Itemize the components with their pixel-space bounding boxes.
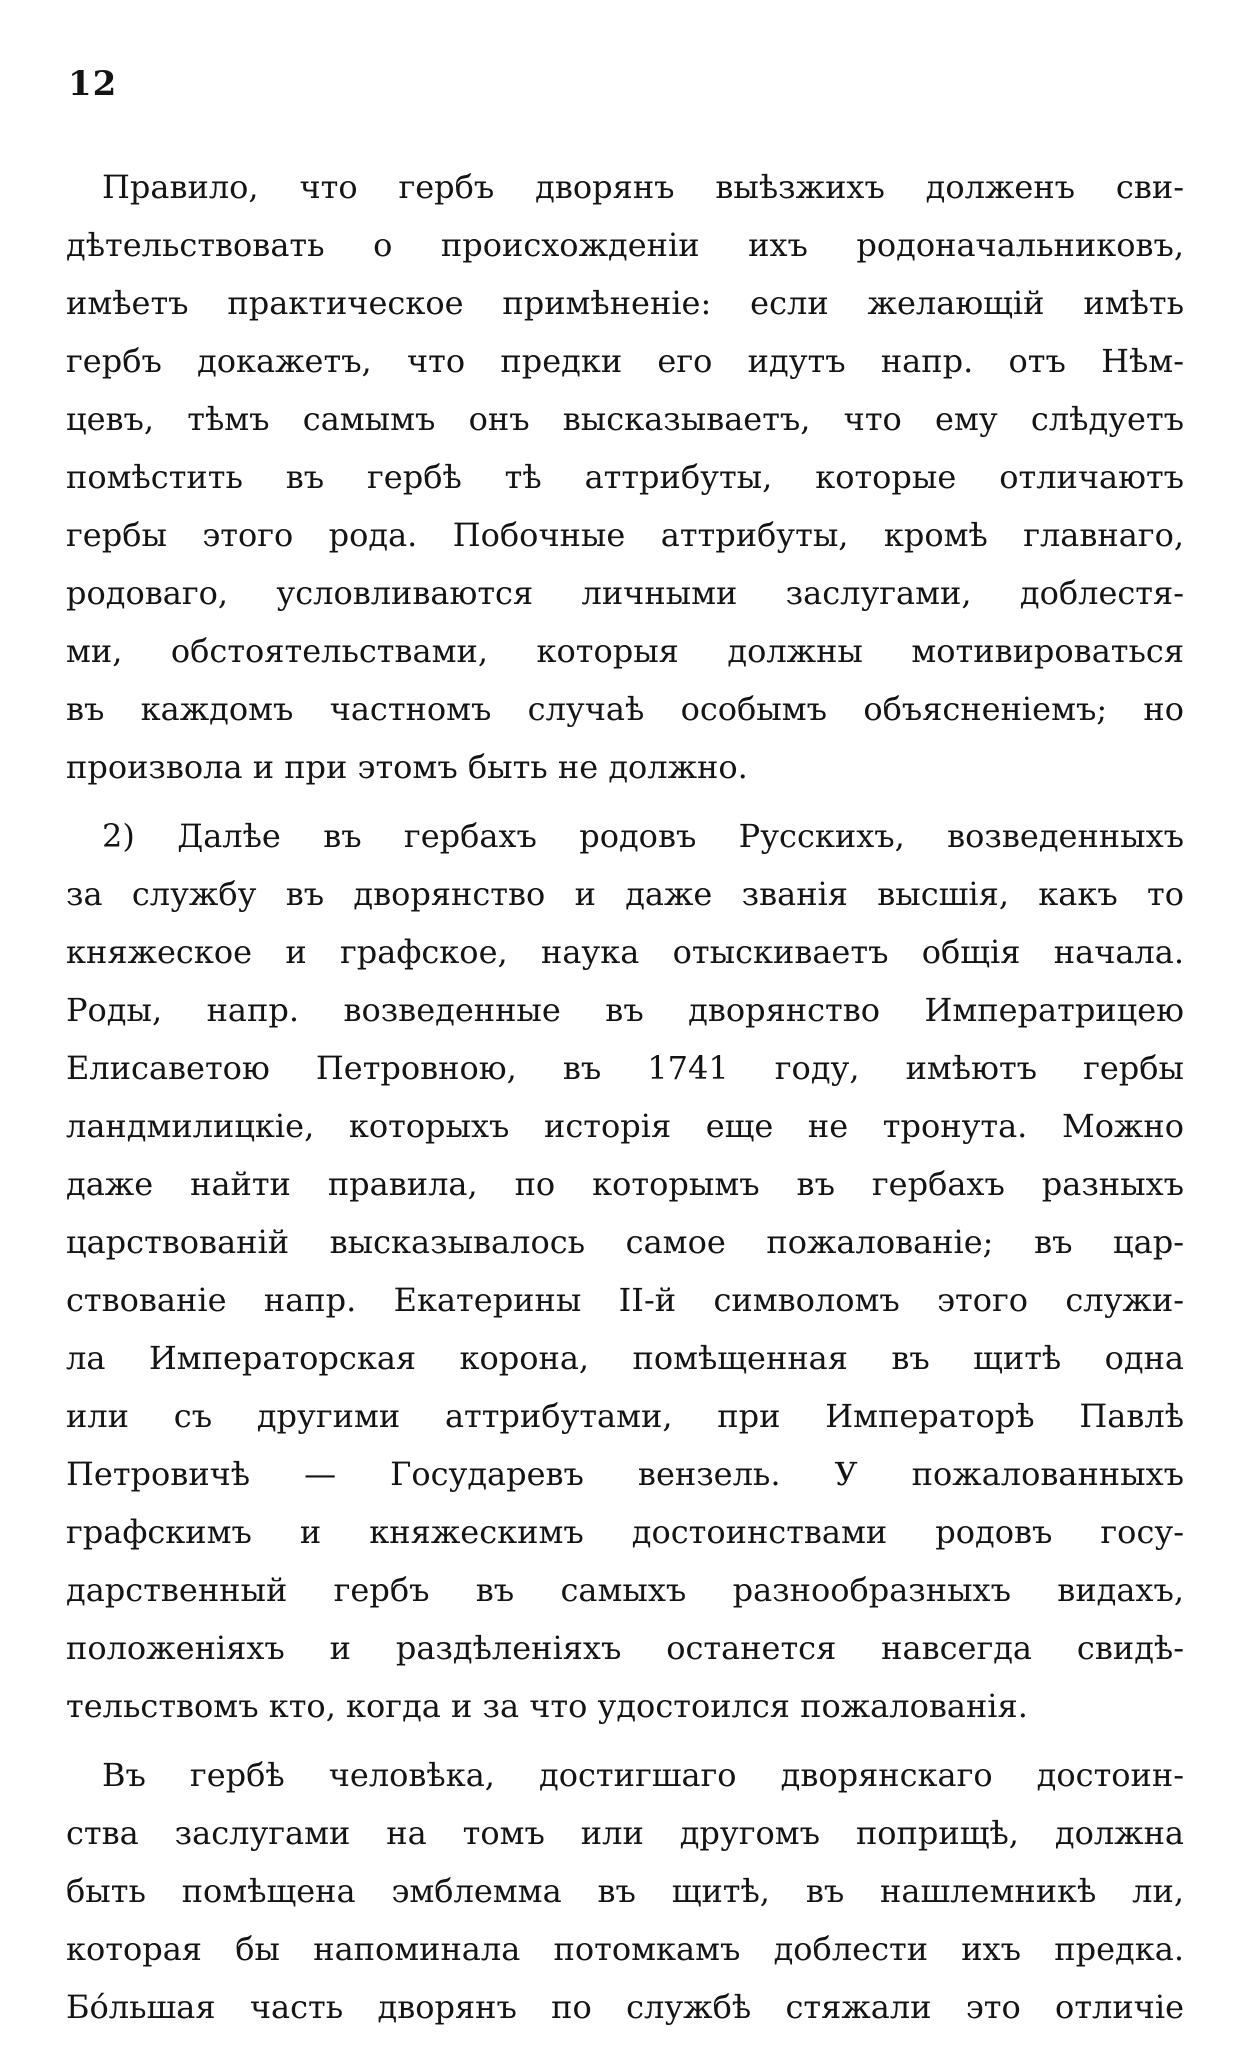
- text-line: произвола и при этомъ быть не должно.: [66, 748, 748, 786]
- paragraph-3: [66, 1746, 1184, 2036]
- text-line: положеніяхъ и раздѣленіяхъ останется навсегда свидѣ-: [66, 1629, 1184, 1667]
- text-line: родоваго, условливаются личными заслугами, доблестя-: [66, 574, 1184, 612]
- text-line: въ каждомъ частномъ случаѣ особымъ объясненіемъ; но: [66, 690, 1184, 728]
- text-line: графскимъ и княжескимъ достоинствами родовъ госу-: [66, 1513, 1184, 1551]
- text-line: дарственный гербъ въ самыхъ разнообразныхъ видахъ,: [66, 1571, 1184, 1609]
- text-line: быть помѣщена эмблемма въ щитѣ, въ нашлемникѣ ли,: [66, 1872, 1184, 1910]
- text-line: княжеское и графское, наука отыскиваетъ общія начала.: [66, 933, 1184, 971]
- text-line: гербъ докажетъ, что предки его идутъ напр. отъ Нѣм-: [66, 342, 1184, 380]
- text-line: ми, обстоятельствами, которыя должны мотивироваться: [66, 632, 1184, 670]
- text-line: царствованій высказывалось самое пожалованіе; въ цар-: [66, 1223, 1184, 1261]
- text-line: ствованіе напр. Екатерины II-й символомъ этого служи-: [66, 1281, 1184, 1319]
- text-line: помѣстить въ гербѣ тѣ аттрибуты, которые отличаютъ: [66, 458, 1184, 496]
- text-line: Въ гербѣ человѣка, достигшаго дворянскаго достоин-: [102, 1756, 1184, 1794]
- text-line: имѣетъ практическое примѣненіе: если желающій имѣть: [66, 284, 1184, 322]
- text-line: тельствомъ кто, когда и за что удостоился пожалованія.: [66, 1687, 1028, 1725]
- text-line: Роды, напр. возведенные въ дворянство Императрицею: [66, 991, 1184, 1029]
- text-line: или съ другими аттрибутами, при Императорѣ Павлѣ: [66, 1397, 1184, 1435]
- text-line: ла Императорская корона, помѣщенная въ щитѣ одна: [66, 1339, 1184, 1377]
- text-line: которая бы напоминала потомкамъ доблести ихъ предка.: [66, 1930, 1184, 1968]
- text-line: цевъ, тѣмъ самымъ онъ высказываетъ, что ему слѣдуетъ: [66, 400, 1184, 438]
- text-line: 2) Далѣе въ гербахъ родовъ Русскихъ, возведенныхъ: [102, 817, 1184, 855]
- text-body: [66, 158, 1184, 2036]
- text-line: гербы этого рода. Побочные аттрибуты, кромѣ главнаго,: [66, 516, 1184, 554]
- page-number: 12: [68, 64, 118, 104]
- text-line: за службу въ дворянство и даже званія высшія, какъ то: [66, 875, 1184, 913]
- text-line: Петровичѣ — Государевъ вензель. У пожалованныхъ: [66, 1455, 1184, 1493]
- text-line: ства заслугами на томъ или другомъ поприщѣ, должна: [66, 1814, 1184, 1852]
- paragraph-2: [66, 807, 1184, 1735]
- text-line: Бо́льшая часть дворянъ по службѣ стяжали это отличіе: [66, 1988, 1184, 2026]
- text-line: Елисаветою Петровною, въ 1741 году, имѣютъ гербы: [66, 1049, 1184, 1087]
- text-line: дѣтельствовать о происхожденіи ихъ родоначальниковъ,: [66, 226, 1184, 264]
- text-line: даже найти правила, по которымъ въ гербахъ разныхъ: [66, 1165, 1184, 1203]
- text-line: ландмилицкіе, которыхъ исторія еще не тронута. Можно: [66, 1107, 1184, 1145]
- text-line: Правило, что гербъ дворянъ выѣзжихъ долженъ сви-: [102, 168, 1184, 206]
- paragraph-1: [66, 158, 1184, 796]
